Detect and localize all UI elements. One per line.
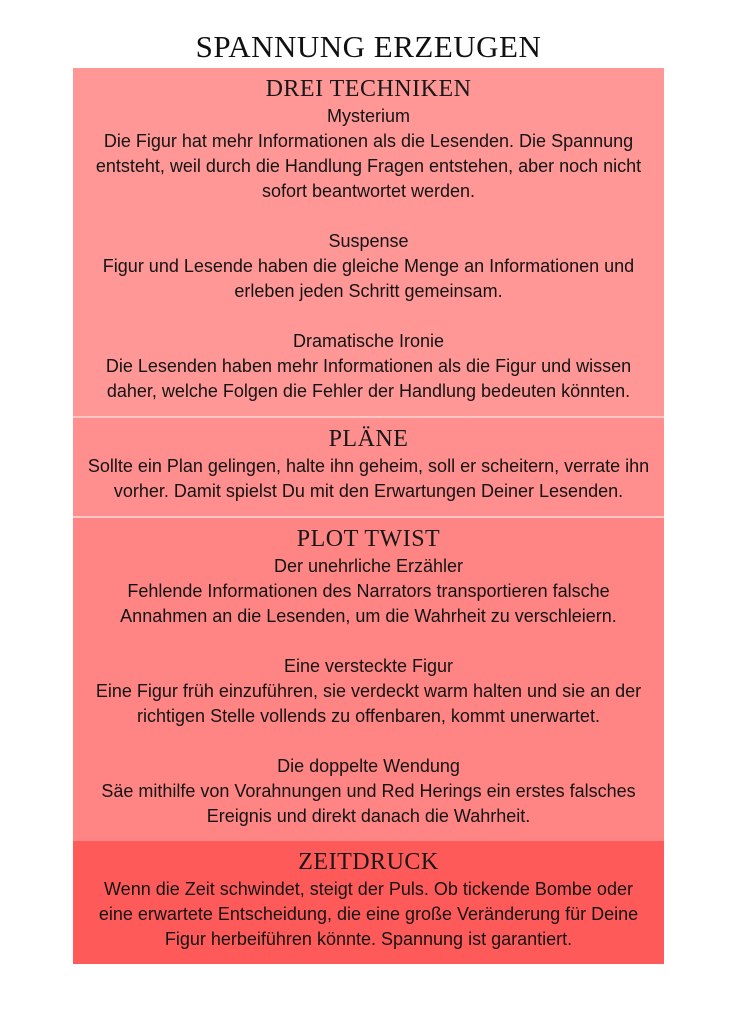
zeitdruck-group: [86, 877, 651, 952]
section-heading-plaene: PLÄNE: [328, 426, 409, 452]
twist-text: Säe mithilfe von Vorahnungen und Red Herings ein erstes falsches Ereignis und direkt danach die Wahrheit.: [101, 781, 636, 826]
twist-group-versteckte-figur: [86, 654, 651, 729]
technique-subheading: Suspense: [328, 231, 409, 251]
technique-subheading: Dramatische Ironie: [292, 331, 445, 351]
twist-group-doppelte-wendung: [86, 754, 651, 829]
twist-text: Eine Figur früh einzuführen, sie verdeckt warm halten und sie an der richtigen Stelle vollends zu offenbaren, kommt unerwartet.: [95, 681, 642, 726]
section-heading-drei-techniken: DREI TECHNIKEN: [265, 76, 472, 102]
technique-group-mysterium: [86, 104, 651, 204]
section-heading-zeitdruck: ZEITDRUCK: [298, 849, 439, 875]
technique-text: Die Lesenden haben mehr Informationen als die Figur und wissen daher, welche Folgen die Fehler der Handlung bedeuten könnten.: [105, 356, 632, 401]
section-heading-plot-twist: PLOT TWIST: [296, 526, 441, 552]
page-title: SPANNUNG ERZEUGEN: [195, 29, 542, 64]
twist-subheading: Die doppelte Wendung: [277, 756, 460, 776]
section-plot-twist: [73, 516, 664, 841]
section-drei-techniken: [73, 68, 664, 416]
plaene-group: [86, 454, 651, 504]
plaene-text: Sollte ein Plan gelingen, halte ihn geheim, soll er scheitern, verrate ihn vorher. Damit spielst Du mit den Erwartungen Deiner Lesenden.: [87, 456, 650, 501]
section-zeitdruck: [73, 841, 664, 964]
technique-text: Figur und Lesende haben die gleiche Menge an Informationen und erleben jeden Schritt gemeinsam.: [102, 256, 635, 301]
zeitdruck-text: Wenn die Zeit schwindet, steigt der Puls. Ob tickende Bombe oder eine erwartete Entscheidung, die eine große Veränderung für Deine Figur herbeiführen könnte. Spannung ist garantiert.: [98, 879, 639, 949]
twist-group-unehrlicher-erzaehler: [86, 554, 651, 629]
twist-text: Fehlende Informationen des Narrators transportieren falsche Annahmen an die Lesenden, um die Wahrheit zu verschleiern.: [120, 581, 617, 626]
twist-subheading: Eine versteckte Figur: [283, 656, 454, 676]
technique-group-suspense: [86, 229, 651, 304]
technique-subheading: Mysterium: [326, 106, 410, 126]
section-plaene: [73, 416, 664, 516]
twist-subheading: Der unehrliche Erzähler: [273, 556, 464, 576]
technique-text: Die Figur hat mehr Informationen als die Lesenden. Die Spannung entsteht, weil durch die Handlung Fragen entstehen, aber noch nicht sofort beantwortet werden.: [95, 131, 642, 201]
technique-group-dramatische-ironie: [86, 329, 651, 404]
